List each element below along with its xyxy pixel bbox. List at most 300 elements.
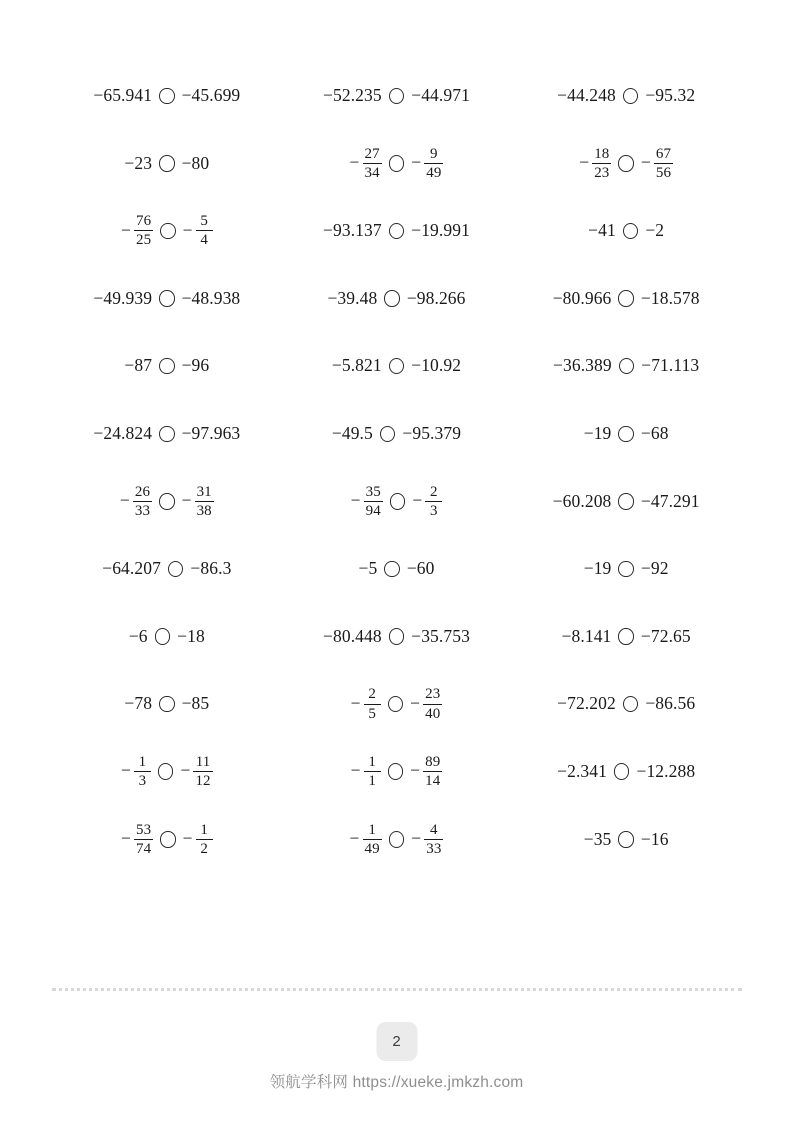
operand-left-number — [124, 357, 152, 375]
fraction-body — [654, 146, 673, 181]
operand-right-number — [406, 287, 466, 308]
operand-left-number — [93, 287, 153, 308]
fraction — [120, 484, 152, 519]
operand-left-number — [323, 222, 382, 240]
number-value: −95.32 — [645, 85, 696, 106]
problem-item — [282, 265, 512, 333]
fraction-sign: − — [410, 692, 421, 713]
page-number-text: 2 — [392, 1033, 401, 1050]
comparison-answer-circle[interactable] — [159, 290, 175, 307]
comparison-expression — [583, 828, 669, 849]
problem-item — [511, 265, 741, 333]
problem-item — [52, 535, 282, 603]
comparison-expression — [323, 222, 470, 240]
fraction-body — [134, 822, 153, 857]
problem-item — [282, 332, 512, 400]
operand-right-number — [402, 425, 461, 443]
fraction-denominator: 2 — [200, 840, 208, 857]
problem-item — [52, 806, 282, 874]
fraction-numerator: 89 — [425, 754, 441, 771]
comparison-answer-circle[interactable] — [618, 831, 634, 848]
comparison-answer-circle[interactable] — [618, 290, 634, 307]
fraction-body — [196, 213, 213, 248]
operand-left-fraction — [121, 822, 153, 857]
fraction-body — [364, 484, 383, 519]
fraction-numerator: 1 — [368, 754, 376, 771]
problem-item — [282, 197, 512, 265]
number-value: −19 — [583, 423, 612, 444]
number-value: −78 — [124, 693, 153, 714]
number-value: −23 — [124, 152, 153, 173]
fraction — [182, 484, 214, 519]
fraction-denominator: 49 — [426, 164, 442, 181]
operand-right-fraction — [411, 146, 443, 181]
fraction-sign: − — [349, 152, 360, 173]
number-value: −97.963 — [181, 423, 241, 444]
comparison-answer-circle[interactable] — [619, 358, 635, 375]
comparison-expression — [93, 425, 240, 443]
comparison-expression — [553, 357, 699, 375]
page-number-badge — [376, 1022, 417, 1061]
number-value: −45.699 — [181, 85, 241, 106]
fraction-numerator: 18 — [594, 145, 610, 162]
problem-item — [511, 738, 741, 806]
fraction-numerator: 27 — [364, 145, 380, 162]
comparison-expression — [120, 484, 214, 519]
operand-right-number — [182, 87, 241, 105]
operand-left-number — [358, 560, 377, 578]
fraction — [121, 213, 153, 248]
operand-right-number — [411, 625, 470, 646]
number-value: −72.202 — [557, 693, 616, 714]
fraction-numerator: 35 — [365, 483, 381, 500]
operand-right-number — [641, 357, 699, 375]
number-value: −49.939 — [93, 287, 153, 308]
fraction-body — [363, 822, 382, 857]
comparison-answer-circle[interactable] — [155, 628, 171, 645]
number-value: −39.48 — [327, 287, 378, 308]
fraction — [411, 822, 443, 857]
comparison-answer-circle[interactable] — [160, 223, 176, 240]
number-value: −19.991 — [411, 220, 470, 241]
operand-left-number — [584, 425, 612, 443]
comparison-answer-circle[interactable] — [159, 358, 175, 375]
problem-item — [511, 130, 741, 198]
comparison-expression — [351, 484, 443, 519]
fraction — [351, 754, 381, 789]
problem-item — [282, 130, 512, 198]
problem-item — [52, 332, 282, 400]
operand-left-fraction — [351, 754, 381, 789]
number-value: −86.3 — [190, 558, 232, 579]
fraction — [412, 484, 442, 519]
fraction-numerator: 1 — [368, 821, 376, 838]
problem-grid — [52, 62, 741, 873]
problem-item — [282, 535, 512, 603]
operand-left-fraction — [121, 213, 153, 248]
fraction-denominator: 5 — [368, 705, 376, 722]
comparison-answer-circle[interactable] — [614, 763, 630, 780]
comparison-expression — [557, 760, 696, 781]
operand-left-number — [557, 87, 616, 105]
operand-right-fraction — [183, 213, 213, 248]
comparison-answer-circle[interactable] — [168, 561, 184, 578]
operand-left-number — [561, 625, 612, 646]
fraction-numerator: 5 — [200, 213, 208, 230]
operand-left-fraction — [350, 822, 382, 857]
comparison-expression — [557, 87, 695, 105]
number-value: −35.753 — [411, 625, 470, 646]
operand-left-number — [588, 222, 616, 240]
comparison-answer-circle[interactable] — [160, 831, 176, 848]
comparison-expression — [351, 754, 443, 789]
operand-right-number — [645, 222, 664, 240]
fraction-denominator: 1 — [368, 773, 376, 790]
fraction-denominator: 23 — [594, 164, 610, 181]
fraction-denominator: 49 — [364, 840, 380, 857]
number-value: −12.288 — [636, 760, 696, 781]
operand-left-number — [557, 695, 616, 713]
operand-left-number — [124, 695, 152, 713]
fraction-sign: − — [349, 828, 360, 849]
number-value: −86.56 — [645, 693, 696, 714]
operand-right-number — [641, 425, 669, 443]
problem-item — [511, 332, 741, 400]
operand-right-fraction — [410, 686, 442, 721]
fraction — [410, 686, 442, 721]
fraction-denominator: 3 — [138, 773, 147, 790]
number-value: −68 — [640, 423, 669, 444]
fraction-sign: − — [119, 490, 130, 511]
comparison-expression — [323, 87, 470, 105]
fraction-denominator: 38 — [196, 502, 212, 519]
problem-item — [511, 468, 741, 536]
fraction-body — [424, 822, 443, 857]
comparison-expression — [579, 146, 673, 181]
fraction — [121, 754, 151, 789]
comparison-answer-circle[interactable] — [380, 426, 396, 443]
operand-right-number — [411, 87, 470, 105]
problem-item — [282, 400, 512, 468]
fraction — [351, 686, 381, 721]
comparison-expression — [557, 695, 695, 713]
operand-right-number — [182, 357, 210, 375]
fraction-body — [134, 754, 151, 789]
comparison-expression — [351, 686, 443, 721]
comparison-answer-circle[interactable] — [159, 493, 175, 510]
fraction-numerator: 67 — [655, 145, 672, 162]
operand-left-number — [553, 357, 612, 375]
fraction-body — [425, 484, 442, 519]
problem-item — [511, 670, 741, 738]
comparison-answer-circle[interactable] — [389, 155, 405, 172]
operand-left-fraction — [351, 484, 383, 519]
fraction-sign: − — [181, 490, 192, 511]
fraction-denominator: 4 — [200, 232, 208, 249]
number-value: −41 — [588, 220, 616, 241]
number-value: −44.248 — [557, 85, 616, 106]
fraction-body — [424, 146, 443, 181]
fraction-sign: − — [350, 692, 361, 713]
comparison-expression — [561, 625, 691, 646]
comparison-answer-circle[interactable] — [623, 696, 639, 713]
operand-right-number — [641, 560, 669, 578]
fraction-body — [134, 213, 153, 248]
fraction-denominator: 33 — [134, 502, 151, 519]
fraction — [183, 822, 213, 857]
problem-item — [511, 400, 741, 468]
fraction-body — [363, 146, 382, 181]
operand-right-fraction — [180, 754, 212, 789]
operand-left-number — [583, 828, 612, 849]
problem-item — [52, 62, 282, 130]
fraction — [351, 484, 383, 519]
problem-item — [282, 670, 512, 738]
comparison-answer-circle[interactable] — [384, 290, 400, 307]
problem-item — [511, 535, 741, 603]
fraction-numerator: 1 — [138, 754, 147, 771]
fraction-numerator: 1 — [200, 821, 208, 838]
problem-item — [511, 603, 741, 671]
number-value: −19 — [583, 558, 612, 579]
comparison-expression — [327, 287, 466, 308]
comparison-expression — [121, 754, 213, 789]
comparison-expression — [323, 625, 470, 646]
number-value: −48.938 — [181, 287, 241, 308]
operand-left-number — [124, 152, 153, 173]
fraction-denominator: 33 — [426, 840, 442, 857]
problem-item — [282, 62, 512, 130]
comparison-answer-circle[interactable] — [618, 561, 634, 578]
operand-left-number — [327, 287, 378, 308]
fraction-sign: − — [350, 490, 361, 511]
fraction — [350, 146, 382, 181]
comparison-expression — [102, 560, 231, 578]
problem-item — [52, 265, 282, 333]
comparison-expression — [552, 490, 700, 511]
comparison-answer-circle[interactable] — [623, 88, 639, 105]
comparison-expression — [332, 425, 461, 443]
operand-right-number — [645, 87, 695, 105]
operand-right-number — [407, 560, 435, 578]
comparison-answer-circle[interactable] — [618, 426, 634, 443]
comparison-answer-circle[interactable] — [158, 763, 174, 780]
comparison-answer-circle[interactable] — [618, 628, 634, 645]
comparison-expression — [121, 822, 213, 857]
operand-left-fraction — [579, 146, 611, 181]
problem-item — [52, 670, 282, 738]
operand-right-number — [181, 152, 210, 173]
fraction — [350, 822, 382, 857]
operand-right-number — [636, 760, 696, 781]
operand-right-number — [411, 357, 461, 375]
fraction — [411, 146, 443, 181]
fraction-body — [592, 146, 611, 181]
fraction-sign: − — [182, 219, 193, 240]
operand-right-number — [640, 287, 700, 308]
comparison-expression — [93, 287, 241, 308]
fraction-body — [364, 686, 381, 721]
fraction-sign: − — [410, 760, 421, 781]
operand-right-fraction — [641, 146, 673, 181]
comparison-expression — [121, 213, 213, 248]
number-value: −2.341 — [557, 760, 607, 781]
number-value: −8.141 — [561, 625, 612, 646]
fraction-numerator: 11 — [195, 754, 211, 771]
problem-item — [511, 197, 741, 265]
problem-item — [511, 806, 741, 874]
operand-left-fraction — [350, 146, 382, 181]
comparison-answer-circle[interactable] — [159, 155, 175, 172]
comparison-expression — [588, 222, 664, 240]
fraction-sign: − — [120, 760, 131, 781]
problem-item — [52, 738, 282, 806]
fraction-denominator: 94 — [365, 502, 381, 519]
comparison-answer-circle[interactable] — [159, 696, 175, 713]
number-value: −36.389 — [553, 355, 612, 376]
number-value: −16 — [640, 828, 669, 849]
fraction-body — [196, 822, 213, 857]
operand-left-fraction — [351, 686, 381, 721]
number-value: −60 — [406, 558, 435, 579]
fraction — [410, 754, 442, 789]
comparison-answer-circle[interactable] — [389, 223, 405, 240]
operand-right-fraction — [183, 822, 213, 857]
operand-right-number — [182, 695, 210, 713]
operand-left-number — [332, 357, 382, 375]
fraction — [183, 213, 213, 248]
operand-left-fraction — [121, 754, 151, 789]
comparison-answer-circle[interactable] — [159, 88, 175, 105]
problem-item — [52, 603, 282, 671]
fraction-body — [423, 686, 442, 721]
fraction-denominator: 74 — [135, 840, 152, 857]
fraction-sign: − — [411, 152, 422, 173]
comparison-answer-circle[interactable] — [390, 493, 406, 510]
comparison-answer-circle[interactable] — [618, 155, 634, 172]
number-value: −71.113 — [641, 355, 700, 376]
fraction-numerator: 4 — [430, 821, 438, 838]
operand-left-fraction — [120, 484, 152, 519]
operand-left-number — [332, 425, 373, 443]
operand-right-number — [640, 625, 691, 646]
fraction-body — [364, 754, 381, 789]
comparison-answer-circle[interactable] — [384, 561, 400, 578]
fraction-numerator: 2 — [430, 483, 438, 500]
operand-right-fraction — [411, 822, 443, 857]
comparison-answer-circle[interactable] — [389, 831, 405, 848]
fraction — [121, 822, 153, 857]
comparison-expression — [124, 695, 209, 713]
fraction-denominator: 14 — [425, 773, 441, 790]
number-value: −72.65 — [640, 625, 691, 646]
number-value: −18 — [177, 625, 205, 646]
operand-left-number — [323, 87, 382, 105]
comparison-answer-circle[interactable] — [623, 223, 639, 240]
comparison-expression — [350, 146, 444, 181]
number-value: −47.291 — [640, 490, 700, 511]
comparison-answer-circle[interactable] — [618, 493, 634, 510]
fraction-denominator: 25 — [135, 232, 152, 249]
comparison-answer-circle[interactable] — [389, 88, 405, 105]
problem-item — [511, 62, 741, 130]
number-value: −6 — [128, 625, 148, 646]
fraction-body — [195, 484, 214, 519]
comparison-answer-circle[interactable] — [388, 696, 404, 713]
operand-right-number — [645, 695, 695, 713]
comparison-answer-circle[interactable] — [389, 358, 405, 375]
fraction-body — [193, 754, 212, 789]
fraction-denominator: 34 — [364, 164, 380, 181]
fraction-numerator: 23 — [425, 686, 441, 703]
number-value: −80 — [181, 152, 210, 173]
operand-right-fraction — [412, 484, 442, 519]
comparison-expression — [584, 425, 669, 443]
fraction — [641, 146, 673, 181]
number-value: −44.971 — [411, 85, 470, 106]
problem-item — [52, 468, 282, 536]
fraction-body — [133, 484, 152, 519]
problem-item — [52, 130, 282, 198]
problem-item — [282, 806, 512, 874]
site-attribution: 领航学科网 https://xueke.jmkzh.com — [269, 1074, 524, 1091]
comparison-expression — [124, 152, 210, 173]
number-value: −10.92 — [411, 355, 462, 376]
operand-right-number — [411, 222, 470, 240]
operand-left-number — [128, 625, 148, 646]
comparison-expression — [93, 87, 240, 105]
operand-left-number — [93, 87, 152, 105]
comparison-expression — [124, 357, 209, 375]
problem-item — [282, 468, 512, 536]
operand-left-number — [323, 625, 382, 646]
number-value: −95.379 — [402, 423, 462, 444]
operand-left-number — [584, 560, 612, 578]
operand-right-fraction — [182, 484, 214, 519]
comparison-expression — [332, 357, 461, 375]
operand-left-number — [102, 560, 161, 578]
number-value: −24.824 — [93, 423, 153, 444]
number-value: −93.137 — [323, 220, 382, 241]
fraction-body — [423, 754, 442, 789]
fraction-denominator: 12 — [195, 773, 211, 790]
number-value: −92 — [640, 558, 669, 579]
comparison-expression — [358, 560, 434, 578]
number-value: −2 — [645, 220, 665, 241]
problem-item — [282, 603, 512, 671]
number-value: −85 — [181, 693, 210, 714]
operand-right-fraction — [410, 754, 442, 789]
number-value: −18.578 — [640, 287, 700, 308]
number-value: −80.966 — [552, 287, 612, 308]
operand-right-number — [177, 625, 205, 646]
fraction-sign: − — [411, 828, 422, 849]
number-value: −52.235 — [323, 85, 382, 106]
problem-item — [52, 400, 282, 468]
comparison-expression — [552, 287, 700, 308]
comparison-answer-circle[interactable] — [389, 628, 405, 645]
operand-right-number — [181, 287, 241, 308]
fraction-numerator: 26 — [134, 483, 151, 500]
problem-item — [52, 197, 282, 265]
number-value: −35 — [583, 828, 612, 849]
fraction-sign: − — [180, 760, 191, 781]
number-value: −65.941 — [93, 85, 153, 106]
comparison-answer-circle[interactable] — [159, 426, 175, 443]
comparison-answer-circle[interactable] — [388, 763, 404, 780]
operand-right-number — [190, 560, 231, 578]
number-value: −64.207 — [102, 558, 161, 579]
